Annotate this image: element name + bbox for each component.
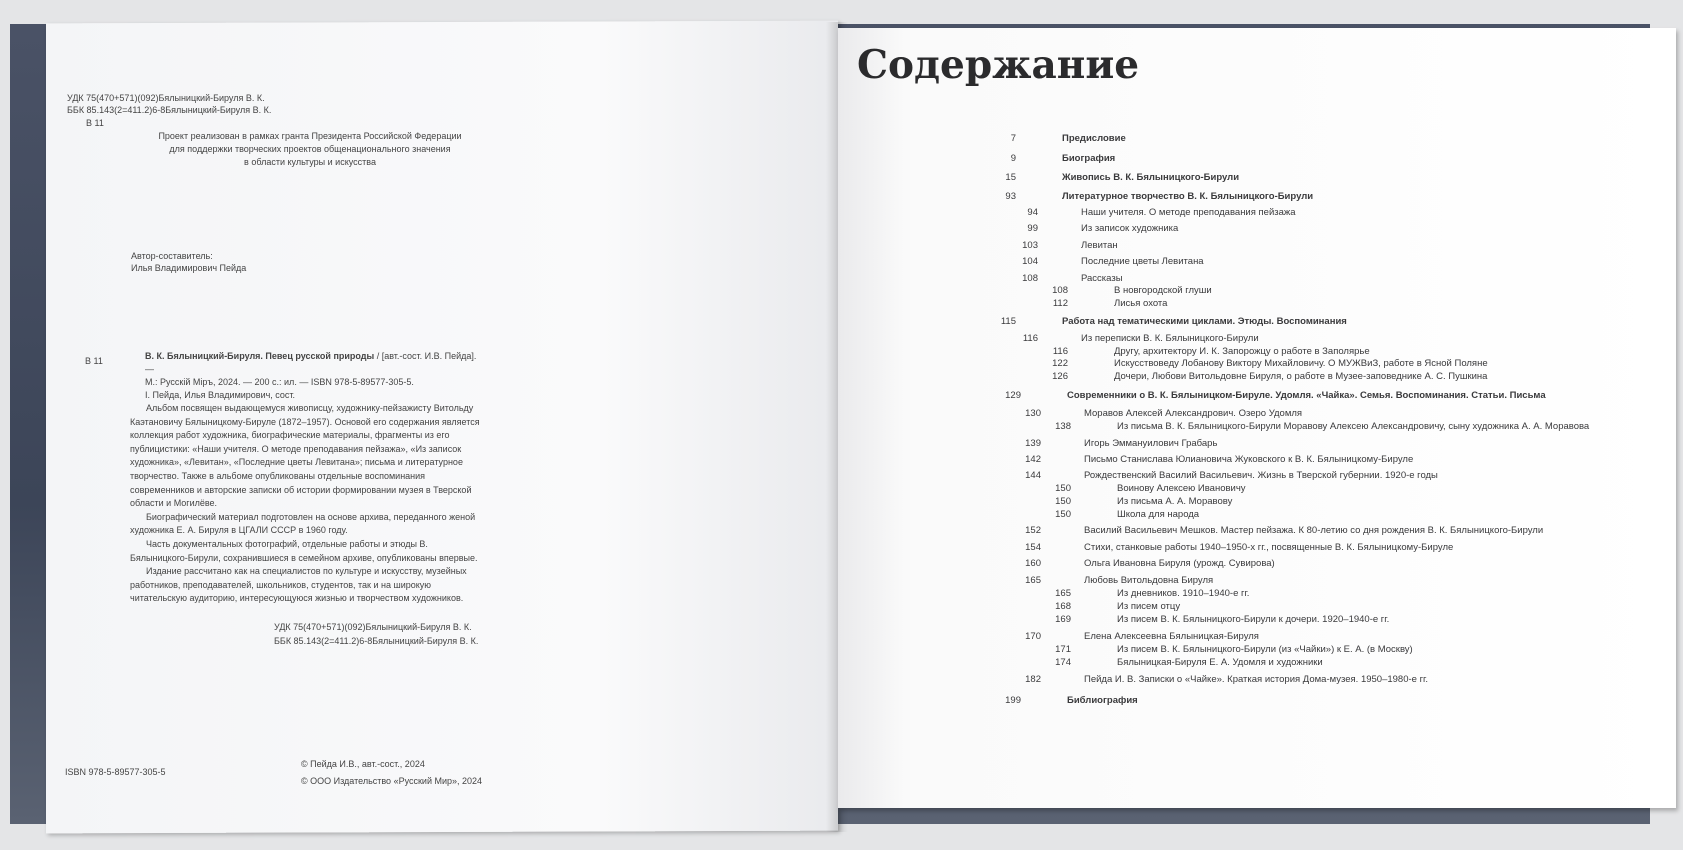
- toc-entry-title: Из письма А. А. Моравову: [1117, 496, 1233, 507]
- toc-page-number: 108: [1022, 273, 1038, 284]
- toc-entry-title: Из переписки В. К. Бялыницкого-Бирули: [1081, 333, 1259, 344]
- toc-entry-title: Бялыницкая-Бируля Е. А. Удомля и художники: [1117, 657, 1323, 668]
- toc-entry-title: Из записок художника: [1081, 223, 1179, 234]
- toc-entry-title: Ольга Ивановна Бируля (урожд. Сувирова): [1084, 558, 1275, 569]
- toc-page-number: 165: [1025, 575, 1041, 586]
- toc-page-number: 174: [1055, 657, 1071, 668]
- toc-entry-title: Рассказы: [1081, 273, 1123, 284]
- toc-page-number: 126: [1052, 371, 1068, 382]
- toc-page-number: 130: [1025, 408, 1041, 419]
- toc-page-number: 9: [1010, 153, 1016, 164]
- toc-page-number: 150: [1055, 509, 1071, 520]
- toc-page-number: 7: [1010, 133, 1016, 144]
- bib-line-3: I. Пейда, Илья Владимирович, сост.: [145, 390, 296, 400]
- page-title: Содержание: [857, 42, 1140, 88]
- code-top: В 11: [86, 118, 104, 128]
- toc-entry-title: Работа над тематическими циклами. Этюды. Воспоминания: [1062, 316, 1347, 327]
- toc-page-number: 168: [1055, 601, 1071, 612]
- toc-page-number: 165: [1055, 588, 1071, 599]
- toc-entry-title: Из писем В. К. Бялыницкого-Бирули к дочери. 1920–1940-е гг.: [1117, 614, 1390, 625]
- toc-page-number: 150: [1055, 496, 1071, 507]
- toc-entry-title: Из писем В. К. Бялыницкого-Бирули (из «Чайки») к Е. А. (в Москву): [1117, 644, 1413, 655]
- grant-line: для поддержки творческих проектов общенационального значения: [169, 144, 451, 154]
- toc-entry-title: Предисловие: [1062, 133, 1126, 144]
- toc-page-number: 199: [1005, 695, 1021, 706]
- code-mid: В 11: [85, 356, 103, 366]
- toc-entry-title: Дочери, Любови Витольдовне Бируля, о работе в Музее-заповеднике А. С. Пушкина: [1114, 371, 1488, 382]
- toc-page-number: 104: [1022, 256, 1038, 267]
- author-label: Автор-составитель:: [131, 251, 213, 261]
- toc-page-number: 103: [1022, 240, 1038, 251]
- toc-entry-title: Литературное творчество В. К. Бялыницкого-Бирули: [1062, 191, 1314, 202]
- annotation-paragraph: Часть документальных фотографий, отдельные работы и этюды В. Бялыницкого-Бирули, сохранившиеся в семейном архиве, опубликованы впервые.: [130, 538, 478, 563]
- toc-entry-title: Пейда И. В. Записки о «Чайке». Краткая история Дома-музея. 1950–1980-е гг.: [1084, 674, 1428, 685]
- toc-page-number: 129: [1005, 390, 1021, 401]
- toc-page-number: 139: [1025, 438, 1041, 449]
- toc-entry-title: Левитан: [1081, 240, 1118, 251]
- grant-line: в области культуры и искусства: [244, 157, 376, 167]
- toc-page-number: 171: [1055, 644, 1071, 655]
- author-name: Илья Владимирович Пейда: [131, 263, 247, 273]
- toc-entry-title: Современники о В. К. Бялыницком-Бируле. Удомля. «Чайка». Семья. Воспоминания. Статьи. Письма: [1067, 390, 1546, 401]
- toc-page-number: 142: [1025, 454, 1041, 465]
- toc-entry-title: Игорь Эммануилович Грабарь: [1084, 438, 1218, 449]
- toc-entry-title: Письмо Станислава Юлиановича Жуковского к В. К. Бялыницкому-Бируле: [1084, 454, 1414, 465]
- toc-page-number: 154: [1025, 542, 1041, 553]
- toc-entry-title: В новгородской глуши: [1114, 285, 1212, 296]
- toc-page-number: 15: [1005, 172, 1016, 183]
- toc-page-number: 94: [1027, 207, 1038, 218]
- toc-page-number: 116: [1022, 333, 1038, 344]
- toc-entry-title: Елена Алексеевна Бялыницкая-Бируля: [1084, 631, 1259, 642]
- toc-page-number: 138: [1055, 421, 1071, 432]
- toc-page-number: 108: [1052, 285, 1068, 296]
- toc-page-number: 122: [1052, 358, 1068, 369]
- toc-entry-title: Воинову Алексею Ивановичу: [1117, 483, 1246, 494]
- toc-entry-title: Рождественский Василий Васильевич. Жизнь в Тверской губернии. 1920-е годы: [1084, 470, 1438, 481]
- toc-entry-title: Последние цветы Левитана: [1081, 256, 1204, 267]
- bib-line-1: [145, 350, 485, 376]
- toc-page-number: 152: [1025, 525, 1041, 536]
- bibliographic-record: [145, 350, 485, 402]
- toc-page-number: 115: [1000, 316, 1016, 327]
- toc-page-number: 112: [1052, 298, 1068, 309]
- toc-entry-title: Искусствоведу Лобанову Виктору Михайловичу. О МУЖВиЗ, работе в Ясной Поляне: [1114, 358, 1488, 369]
- grant-notice: [140, 130, 480, 169]
- toc-page-number: 160: [1025, 558, 1041, 569]
- toc-entry-title: Моравов Алексей Александрович. Озеро Удомля: [1084, 408, 1303, 419]
- udc-top: УДК 75(470+571)(092)Бялыницкий-Бируля В. К.: [67, 93, 265, 103]
- bib-rest: / [авт.-сост. И.В. Пейда]. —: [145, 351, 477, 374]
- toc-entry-title: Лисья охота: [1114, 298, 1168, 309]
- toc-page-number: 150: [1055, 483, 1071, 494]
- toc-entry-title: Из дневников. 1910–1940-е гг.: [1117, 588, 1250, 599]
- toc-entry-title: Школа для народа: [1117, 509, 1200, 520]
- annotation-paragraph: Издание рассчитано как на специалистов по культуре и искусству, музейных работников, преподавателей, школьников, студентов, так и на широкую читательскую аудиторию, интересующуюся жизнью и творчеством художников.: [130, 566, 467, 604]
- toc-page-number: 144: [1025, 470, 1041, 481]
- grant-line: Проект реализован в рамках гранта Президента Российской Федерации: [158, 131, 462, 141]
- copyright-author: © Пейда И.В., авт.-сост., 2024: [301, 759, 425, 769]
- toc-page-number: 99: [1027, 223, 1038, 234]
- toc-entry-title: Библиография: [1067, 695, 1138, 706]
- toc-entry-title: Василий Васильевич Мешков. Мастер пейзажа. К 80-летию со дня рождения В. К. Бялыницкого-Бирули: [1084, 525, 1544, 536]
- annotation: [130, 402, 488, 606]
- annotation-paragraph: Биографический материал подготовлен на основе архива, переданного женой художника Е. А. Бируля в ЦГАЛИ СССР в 1960 году.: [130, 511, 476, 536]
- isbn: ISBN 978-5-89577-305-5: [65, 767, 166, 777]
- bib-title: В. К. Бялыницкий-Бируля. Певец русской природы: [145, 351, 375, 361]
- toc-entry-title: Живопись В. К. Бялыницкого-Бирули: [1062, 172, 1240, 183]
- copyright-publisher: © ООО Издательство «Русский Мир», 2024: [301, 776, 483, 786]
- udc-bottom: УДК 75(470+571)(092)Бялыницкий-Бируля В. К.: [274, 622, 472, 632]
- bbk-bottom: ББК 85.143(2=411.2)6-8Бялыницкий-Бируля В. К.: [274, 636, 479, 646]
- toc-entry-title: Наши учителя. О методе преподавания пейзажа: [1081, 207, 1296, 218]
- toc-page-number: 182: [1025, 674, 1041, 685]
- toc-page-number: 169: [1055, 614, 1071, 625]
- toc-entry-title: Любовь Витольдовна Бируля: [1084, 575, 1214, 586]
- bib-line-2: М.: Русскій Міръ, 2024. — 200 с.: ил. — ISBN 978-5-89577-305-5.: [145, 377, 414, 387]
- annotation-paragraph: Альбом посвящен выдающемуся живописцу, художнику-пейзажисту Витольду Каэтановичу Бялыницкому-Бируле (1872–1957). Основой его содержания является коллекция работ художника, биографические материалы, фрагменты из его публицистики: «Наши учителя. О методе преподавания пейзажа», «Из записок художника», «Левитан», «Последние цветы Левитана»; письма и литературное творчество. Также в альбоме опубликованы отдельные воспоминания современников и авторские записки об истории формировании музея в Тверской области и Могилёве.: [130, 403, 480, 509]
- toc-page-number: 116: [1052, 346, 1068, 357]
- toc-entry-title: Стихи, станковые работы 1940–1950-х гг., посвященные В. К. Бялыницкому-Бируле: [1084, 542, 1454, 553]
- toc-page-number: 93: [1005, 191, 1016, 202]
- toc-entry-title: Биография: [1062, 153, 1116, 164]
- toc-entry-title: Из письма В. К. Бялыницкого-Бирули Моравову Алексею Александровичу, сыну художника А. А. Моравова: [1117, 421, 1590, 432]
- toc-page-number: 170: [1025, 631, 1041, 642]
- toc-entry-title: Другу, архитектору И. К. Запорожцу о работе в Заполярье: [1114, 346, 1370, 357]
- toc-entry-title: Из писем отцу: [1117, 601, 1181, 612]
- bbk-top: ББК 85.143(2=411.2)6-8Бялыницкий-Бируля В. К.: [67, 105, 272, 115]
